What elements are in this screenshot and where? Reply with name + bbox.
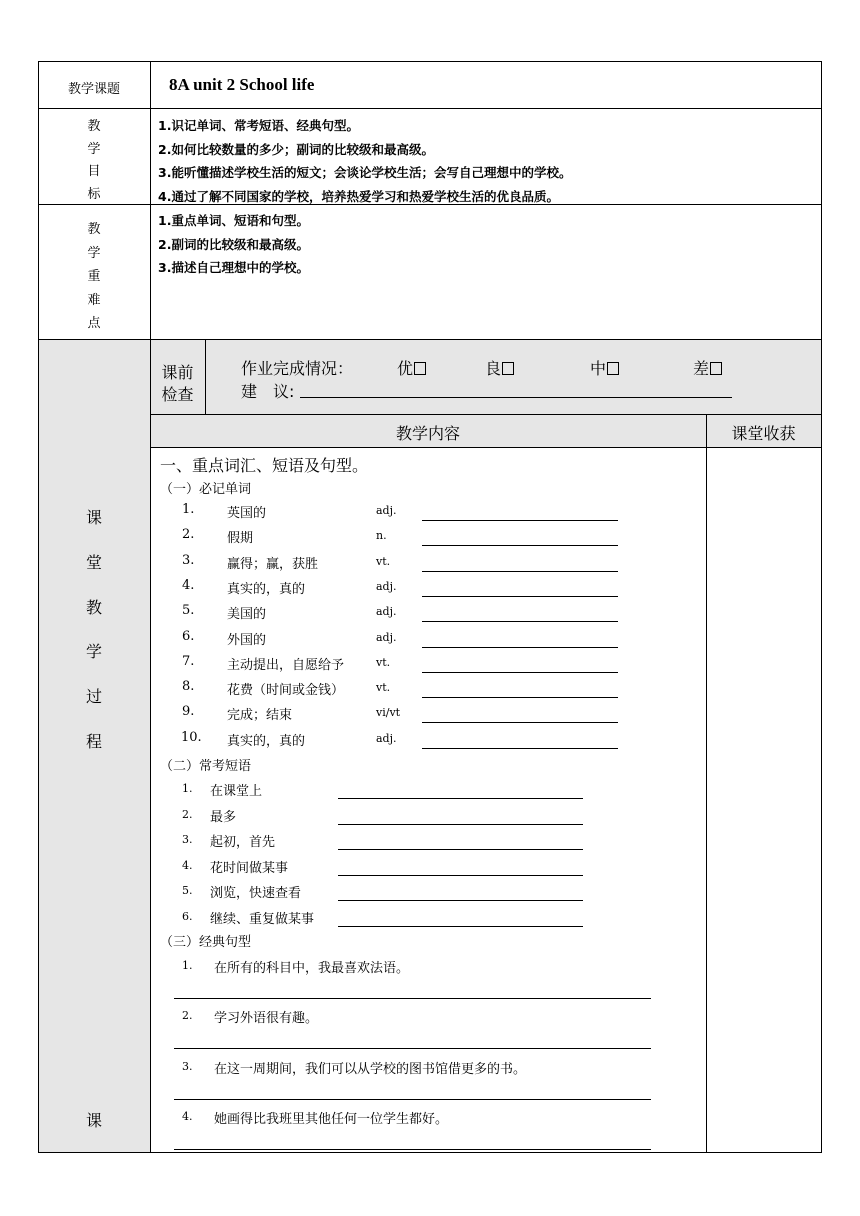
word-number: 1. — [182, 502, 195, 517]
sentence-answer-line[interactable] — [174, 998, 651, 999]
process-label: 课 堂 教 学 过 程 — [85, 508, 102, 751]
precheck-label: 课前 检查 — [161, 363, 194, 404]
phrase-meaning: 浏览，快速查看 — [210, 886, 302, 901]
phrase-meaning: 起初，首先 — [210, 835, 276, 850]
sentence-answer-line[interactable] — [174, 1149, 651, 1150]
topic-label: 教学课题 — [67, 82, 120, 97]
word-answer-line[interactable] — [422, 647, 618, 648]
word-number: 9. — [182, 704, 195, 720]
checkbox-good[interactable] — [502, 362, 514, 375]
word-pos: adj. — [376, 630, 397, 644]
phrase-number: 4. — [182, 858, 193, 872]
sentence-prompt: 在所有的科目中，我最喜欢法语。 — [214, 961, 410, 976]
goals-list — [158, 114, 571, 208]
word-answer-line[interactable] — [422, 571, 618, 572]
goal-item: 4.通过了解不同国家的学校，培养热爱学习和热爱学校生活的优良品质。 — [158, 188, 559, 204]
phrase-number: 3. — [182, 833, 193, 846]
phrase-number: 1. — [182, 782, 193, 795]
checkbox-excellent[interactable] — [414, 362, 426, 375]
keypoints-label: 教 学 重 难 点 — [87, 222, 101, 331]
phrase-meaning: 最多 — [210, 809, 237, 825]
goal-item: 2.如何比较数量的多少；副词的比较级和最高级。 — [158, 141, 434, 157]
word-number: 7. — [182, 653, 195, 669]
word-meaning: 美国的 — [227, 607, 267, 623]
grade-poor: 差 — [693, 356, 722, 379]
word-meaning: 外国的 — [227, 632, 267, 648]
keypoint-item: 1.重点单词、短语和句型。 — [158, 213, 309, 228]
keypoint-item: 2.副词的比较级和最高级。 — [158, 236, 309, 252]
word-pos: vt. — [376, 655, 391, 669]
word-pos: adj. — [376, 579, 397, 593]
phrase-meaning: 花时间做某事 — [210, 860, 289, 876]
word-number: 6. — [182, 628, 195, 644]
word-number: 2. — [182, 527, 195, 543]
word-pos: adj. — [376, 731, 397, 745]
grade-excellent: 优 — [397, 356, 426, 379]
word-answer-line[interactable] — [422, 722, 618, 723]
sentence-answer-line[interactable] — [174, 1048, 651, 1049]
phrases-title: （二）常考短语 — [160, 759, 252, 774]
word-meaning: 英国的 — [227, 506, 267, 521]
word-answer-line[interactable] — [422, 672, 618, 673]
word-answer-line[interactable] — [422, 748, 618, 749]
checkbox-poor[interactable] — [710, 362, 722, 375]
keypoints-list — [158, 209, 309, 280]
phrase-answer-line[interactable] — [338, 824, 583, 825]
word-answer-line[interactable] — [422, 545, 618, 546]
word-pos: adj. — [376, 504, 397, 517]
phrase-answer-line[interactable] — [338, 849, 583, 850]
homework-label: 作业完成情况： — [241, 359, 354, 378]
word-pos: vi/vt — [376, 706, 401, 720]
word-meaning: 赢得；赢，获胜 — [227, 556, 319, 572]
word-meaning: 假期 — [227, 531, 254, 547]
sentence-number: 3. — [182, 1059, 193, 1073]
phrase-number: 5. — [182, 884, 193, 897]
gains-header: 课堂收获 — [731, 424, 796, 443]
word-number: 8. — [182, 679, 195, 695]
word-answer-line[interactable] — [422, 697, 618, 698]
phrase-meaning: 在课堂上 — [210, 784, 263, 799]
sentence-answer-line[interactable] — [174, 1099, 651, 1100]
phrase-answer-line[interactable] — [338, 798, 583, 799]
word-answer-line[interactable] — [422, 520, 618, 521]
word-meaning: 真实的，真的 — [227, 733, 306, 749]
grade-average: 中 — [590, 356, 619, 379]
word-number: 4. — [182, 577, 195, 593]
sentence-prompt: 学习外语很有趣。 — [214, 1011, 319, 1027]
goal-item: 1.识记单词、常考短语、经典句型。 — [158, 118, 359, 133]
advice-line[interactable] — [300, 397, 732, 398]
keypoint-item: 3.描述自己理想中的学校。 — [158, 260, 309, 275]
words-title: （一）必记单词 — [160, 482, 252, 497]
sentence-number: 4. — [182, 1109, 193, 1123]
grade-good: 良 — [485, 356, 514, 379]
advice-label: 建 议: — [241, 382, 295, 401]
topic-value: 8A unit 2 School life — [169, 75, 315, 94]
sentence-number: 1. — [182, 959, 193, 972]
phrase-answer-line[interactable] — [338, 900, 583, 901]
sentences-title: （三）经典句型 — [160, 935, 252, 950]
sentence-prompt: 她画得比我班里其他任何一位学生都好。 — [214, 1111, 449, 1127]
word-meaning: 花费（时间或金钱） — [227, 683, 345, 699]
process-label-continued: 课 — [85, 1111, 102, 1130]
goals-label: 教 学 目 标 — [87, 119, 101, 202]
sentence-prompt: 在这一周期间，我们可以从学校的图书馆借更多的书。 — [214, 1061, 527, 1077]
phrase-meaning: 继续、重复做某事 — [210, 911, 315, 927]
phrase-answer-line[interactable] — [338, 875, 583, 876]
word-answer-line[interactable] — [422, 621, 618, 622]
word-pos: n. — [376, 529, 387, 543]
word-number: 5. — [182, 603, 195, 619]
checkbox-average[interactable] — [607, 362, 619, 375]
phrase-number: 2. — [182, 807, 193, 821]
word-number: 3. — [182, 552, 195, 568]
phrase-number: 6. — [182, 909, 193, 923]
sentence-number: 2. — [182, 1009, 193, 1023]
word-pos: adj. — [376, 605, 397, 619]
word-pos: vt. — [376, 554, 391, 568]
goal-item: 3.能听懂描述学校生活的短文；会谈论学校生活；会写自己理想中的学校。 — [158, 165, 572, 180]
content-header: 教学内容 — [395, 424, 460, 443]
word-meaning: 完成；结束 — [227, 708, 293, 724]
word-meaning: 真实的，真的 — [227, 581, 306, 597]
phrase-answer-line[interactable] — [338, 926, 583, 927]
word-pos: vt. — [376, 681, 391, 695]
word-answer-line[interactable] — [422, 596, 618, 597]
word-number: 10. — [181, 729, 202, 745]
section-title: 一、重点词汇、短语及句型。 — [160, 456, 369, 475]
word-meaning: 主动提出，自愿给予 — [227, 657, 345, 673]
